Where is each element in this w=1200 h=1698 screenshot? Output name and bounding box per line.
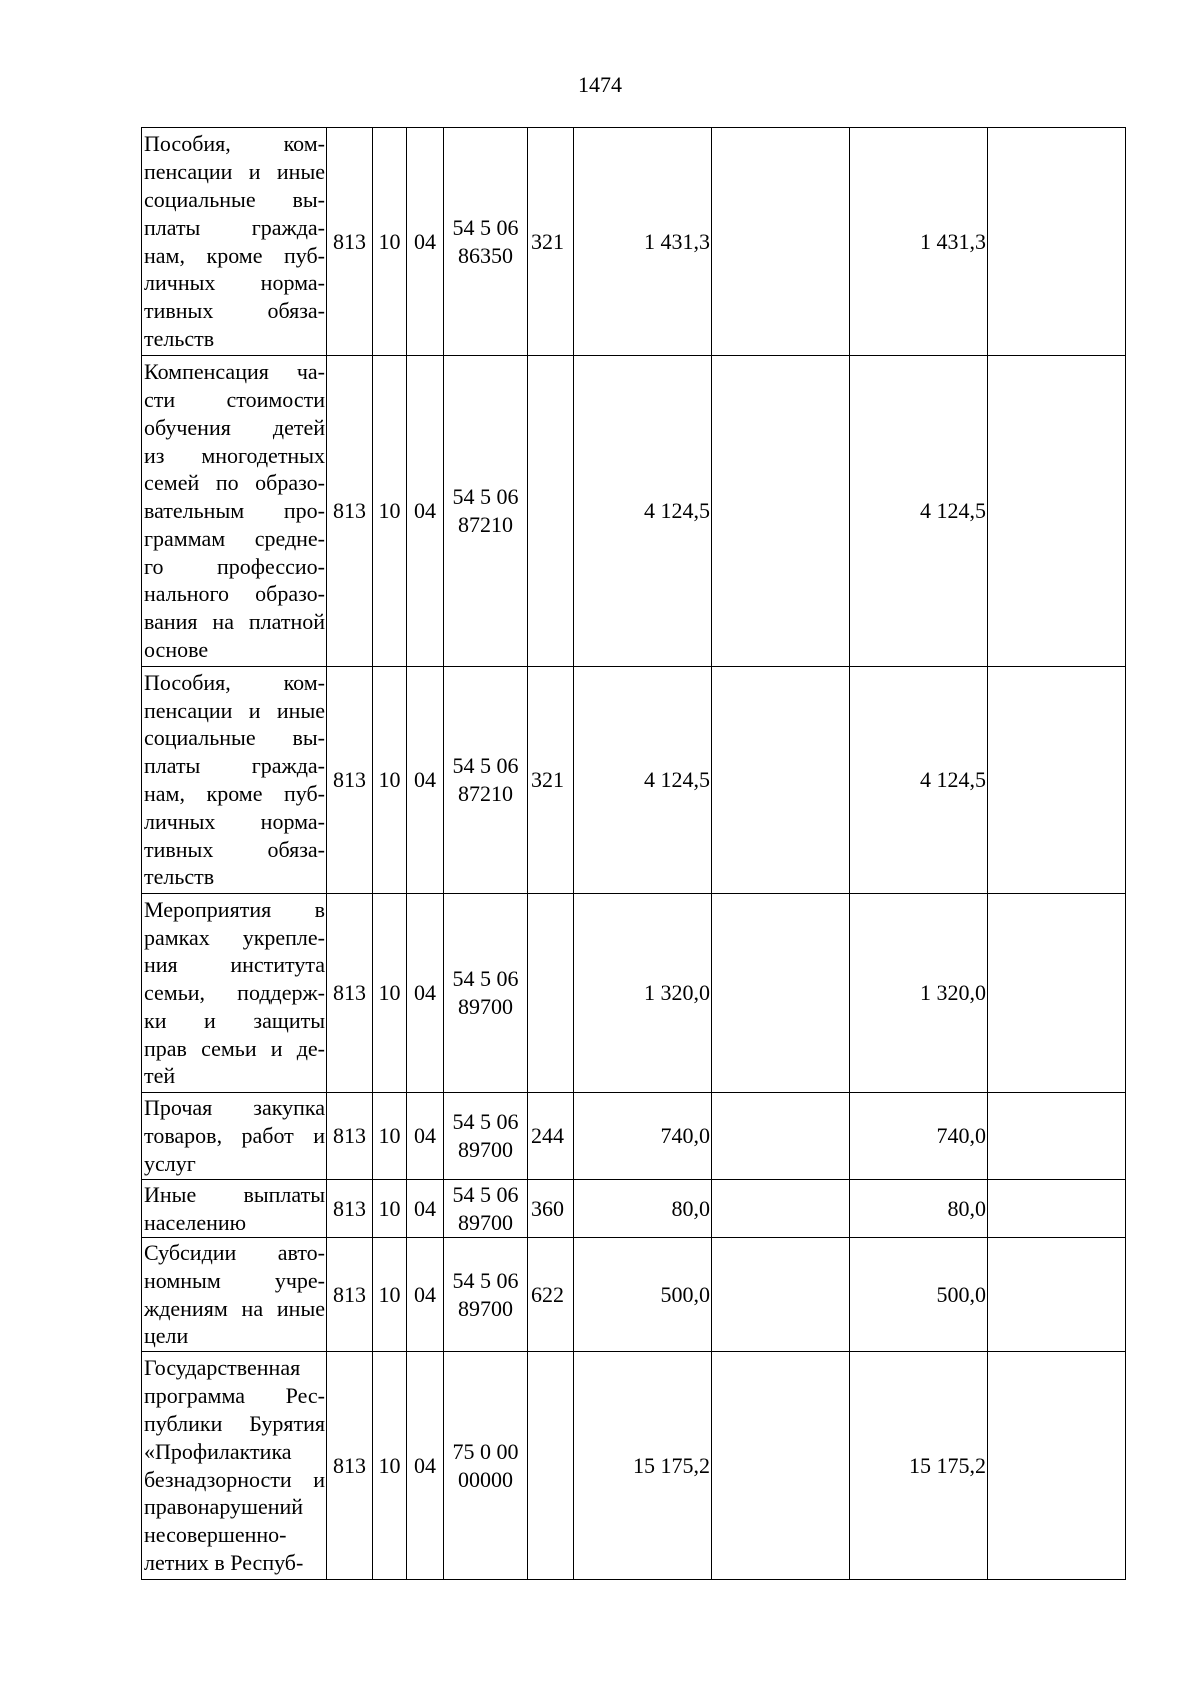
cell-name-line: сти стоимости: [144, 386, 325, 412]
cell-sum2: 4 124,5: [850, 356, 988, 667]
cell-name-line: из многодетных: [144, 442, 325, 468]
cell-sum2: 80,0: [850, 1180, 988, 1238]
cell-csr-line2: 89700: [458, 1137, 513, 1162]
cell-pr: 04: [407, 1238, 444, 1352]
cell-empty: [712, 128, 850, 356]
cell-empty: [712, 1093, 850, 1180]
cell-name-line: программа Рес-: [144, 1383, 325, 1409]
cell-rz: 10: [373, 1238, 407, 1352]
cell-vr: 321: [528, 667, 574, 894]
cell-sum2: 1 320,0: [850, 894, 988, 1093]
cell-name-line: нам, кроме пуб-: [144, 781, 325, 806]
cell-rz: 10: [373, 356, 407, 667]
cell-name-line: Мероприятия в: [144, 896, 325, 922]
cell-sum2: 500,0: [850, 1238, 988, 1352]
cell-name-line: личных норма-: [144, 270, 325, 296]
cell-name-line: летних в Респуб-: [144, 1549, 304, 1575]
cell-rz: 10: [373, 667, 407, 894]
cell-name-line: несовершенно-: [144, 1522, 287, 1548]
cell-empty: [712, 1238, 850, 1352]
table-row: [142, 356, 1126, 667]
cell-sum1: 1 431,3: [574, 128, 712, 356]
cell-pr: 04: [407, 894, 444, 1093]
cell-name-line: Субсидии авто-: [144, 1239, 325, 1265]
cell-name-line: ки и защиты: [144, 1007, 325, 1033]
cell-name-line: безнадзорности и: [144, 1466, 325, 1492]
cell-name-line: вания на платной: [144, 609, 325, 635]
cell-name-line: семей по образо-: [144, 470, 325, 496]
cell-vr: [528, 356, 574, 667]
cell-sum1: 80,0: [574, 1180, 712, 1238]
cell-pr: 04: [407, 128, 444, 356]
cell-rz: 10: [373, 894, 407, 1093]
cell-rz: 10: [373, 1180, 407, 1238]
cell-sum2: 15 175,2: [850, 1352, 988, 1580]
cell-csr-line2: 87210: [458, 512, 513, 537]
cell-name-line: личных норма-: [144, 808, 325, 834]
cell-name: [142, 894, 327, 1093]
cell-pr: 04: [407, 1352, 444, 1580]
cell-csr-line1: 54 5 06: [452, 214, 519, 240]
cell-pr: 04: [407, 1180, 444, 1238]
cell-csr: [444, 1238, 528, 1352]
cell-grbs: 813: [327, 128, 373, 356]
cell-name-line: цели: [144, 1323, 189, 1349]
cell-sum2: 4 124,5: [850, 667, 988, 894]
cell-name-line: ждениям на иные: [144, 1295, 325, 1321]
cell-name: [142, 1093, 327, 1180]
cell-csr-line1: 54 5 06: [452, 484, 519, 510]
cell-empty: [712, 667, 850, 894]
cell-name-line: пенсации и иные: [144, 159, 325, 185]
cell-grbs: 813: [327, 894, 373, 1093]
cell-vr: [528, 894, 574, 1093]
cell-sum3: [988, 1352, 1126, 1580]
cell-pr: 04: [407, 356, 444, 667]
cell-pr: 04: [407, 1093, 444, 1180]
cell-name-line: платы гражда-: [144, 753, 325, 779]
budget-table: [141, 127, 1126, 1580]
cell-sum1: 4 124,5: [574, 356, 712, 667]
cell-vr: 321: [528, 128, 574, 356]
cell-name-line: правонарушений: [144, 1494, 304, 1520]
cell-sum2: 740,0: [850, 1093, 988, 1180]
cell-name-line: основе: [144, 637, 209, 663]
table-row: [142, 1238, 1126, 1352]
cell-vr: 622: [528, 1238, 574, 1352]
cell-grbs: 813: [327, 667, 373, 894]
cell-grbs: 813: [327, 1093, 373, 1180]
cell-sum3: [988, 1180, 1126, 1238]
cell-sum1: 500,0: [574, 1238, 712, 1352]
cell-name-line: товаров, работ и: [144, 1123, 325, 1149]
cell-csr-line2: 87210: [458, 781, 513, 806]
page-number: 1474: [578, 72, 622, 97]
cell-name-line: ния института: [144, 952, 325, 978]
cell-name-line: платы гражда-: [144, 214, 325, 240]
cell-grbs: 813: [327, 356, 373, 667]
table-row: [142, 1093, 1126, 1180]
cell-name-line: Прочая закупка: [144, 1095, 325, 1121]
cell-grbs: 813: [327, 1352, 373, 1580]
cell-csr-line1: 54 5 06: [452, 753, 519, 779]
cell-vr: [528, 1352, 574, 1580]
cell-name-line: Иные выплаты: [144, 1181, 325, 1207]
cell-name-line: пенсации и иные: [144, 697, 325, 723]
cell-csr-line1: 54 5 06: [452, 1267, 519, 1293]
cell-csr-line2: 89700: [458, 994, 513, 1019]
cell-csr: [444, 128, 528, 356]
table-row: [142, 1180, 1126, 1238]
cell-empty: [712, 1352, 850, 1580]
cell-sum1: 740,0: [574, 1093, 712, 1180]
cell-sum3: [988, 128, 1126, 356]
cell-rz: 10: [373, 128, 407, 356]
cell-name: [142, 1352, 327, 1580]
cell-csr-line2: 89700: [458, 1295, 513, 1321]
cell-csr: [444, 894, 528, 1093]
cell-name-line: нального образо-: [144, 581, 325, 607]
cell-sum3: [988, 894, 1126, 1093]
cell-name-line: Компенсация ча-: [144, 359, 325, 385]
cell-name-line: Государственная: [144, 1355, 301, 1381]
cell-name-line: населению: [144, 1209, 247, 1235]
cell-name-line: тей: [144, 1063, 176, 1089]
cell-name-line: тивных обяза-: [144, 836, 325, 862]
cell-csr-line1: 75 0 00: [452, 1438, 519, 1464]
cell-csr-line2: 86350: [458, 242, 513, 268]
cell-name-line: рамках укрепле-: [144, 924, 325, 950]
cell-name: [142, 128, 327, 356]
cell-empty: [712, 1180, 850, 1238]
table-body: [142, 128, 1126, 1580]
cell-sum3: [988, 667, 1126, 894]
cell-name-line: вательным про-: [144, 498, 325, 524]
cell-sum3: [988, 1093, 1126, 1180]
cell-name: [142, 667, 327, 894]
cell-name-line: Пособия, ком-: [144, 131, 325, 157]
cell-csr: [444, 356, 528, 667]
cell-csr: [444, 667, 528, 894]
cell-vr: 360: [528, 1180, 574, 1238]
table-row: [142, 667, 1126, 894]
cell-rz: 10: [373, 1352, 407, 1580]
cell-name: [142, 1180, 327, 1238]
cell-sum1: 1 320,0: [574, 894, 712, 1093]
cell-csr-line1: 54 5 06: [452, 1109, 519, 1135]
cell-name: [142, 356, 327, 667]
cell-csr-line1: 54 5 06: [452, 966, 519, 992]
cell-name-line: социальные вы-: [144, 725, 325, 751]
cell-csr-line2: 00000: [458, 1466, 513, 1492]
cell-empty: [712, 894, 850, 1093]
cell-sum3: [988, 1238, 1126, 1352]
cell-name-line: услуг: [144, 1150, 196, 1176]
cell-name: [142, 1238, 327, 1352]
cell-name-line: прав семьи и де-: [144, 1035, 325, 1061]
cell-grbs: 813: [327, 1180, 373, 1238]
cell-rz: 10: [373, 1093, 407, 1180]
cell-name-line: го профессио-: [144, 553, 325, 579]
cell-csr-line2: 89700: [458, 1209, 513, 1235]
cell-name-line: семьи, поддерж-: [144, 980, 325, 1006]
cell-sum2: 1 431,3: [850, 128, 988, 356]
cell-name-line: социальные вы-: [144, 186, 325, 212]
table-row: [142, 128, 1126, 356]
cell-csr: [444, 1352, 528, 1580]
cell-name-line: публики Бурятия: [144, 1410, 325, 1436]
cell-name-line: тивных обяза-: [144, 298, 325, 324]
cell-sum3: [988, 356, 1126, 667]
cell-name-line: номным учре-: [144, 1267, 325, 1293]
cell-vr: 244: [528, 1093, 574, 1180]
cell-csr-line1: 54 5 06: [452, 1181, 519, 1207]
cell-csr: [444, 1180, 528, 1238]
cell-name-line: Пособия, ком-: [144, 669, 325, 695]
cell-sum1: 4 124,5: [574, 667, 712, 894]
cell-grbs: 813: [327, 1238, 373, 1352]
cell-csr: [444, 1093, 528, 1180]
cell-name-line: граммам средне-: [144, 525, 325, 551]
table-row: [142, 894, 1126, 1093]
cell-empty: [712, 356, 850, 667]
cell-sum1: 15 175,2: [574, 1352, 712, 1580]
cell-name-line: тельств: [144, 864, 215, 890]
cell-name-line: тельств: [144, 325, 215, 351]
cell-pr: 04: [407, 667, 444, 894]
cell-name-line: «Профилактика: [144, 1438, 292, 1464]
cell-name-line: нам, кроме пуб-: [144, 242, 325, 268]
cell-name-line: обучения детей: [144, 414, 325, 440]
table-row: [142, 1352, 1126, 1580]
